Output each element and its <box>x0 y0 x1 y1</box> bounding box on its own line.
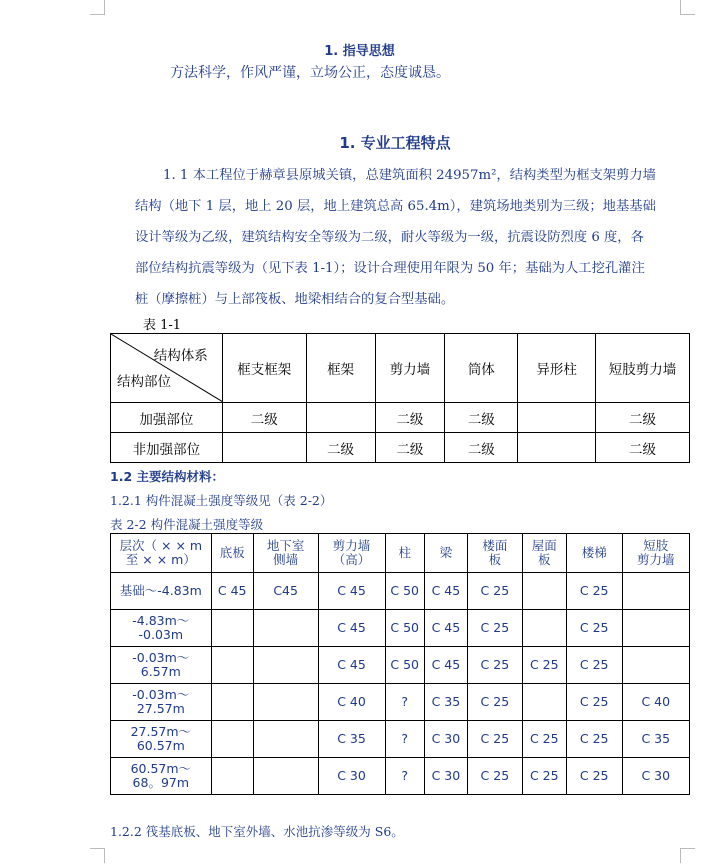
section-heading: 1. 专业工程特点 <box>339 134 451 152</box>
project-description <box>135 160 680 315</box>
table-cell <box>253 758 318 795</box>
level-cell-line: 68。97m <box>132 775 190 790</box>
seismic-grade-table <box>110 333 690 463</box>
description-line: 桩（摩擦桩）与上部筏板、地梁相结合的复合型基础。 <box>135 292 455 307</box>
guide-heading: 1. 指导思想 <box>324 44 395 59</box>
table1-header: 短肢剪力墙 <box>596 334 690 403</box>
corner-label-system: 结构体系 <box>153 348 208 364</box>
table2-header-line: 至 × × m） <box>125 552 196 567</box>
level-cell <box>111 647 212 684</box>
table1-header: 框支框架 <box>222 334 306 403</box>
table-cell: C 25 <box>566 758 622 795</box>
table-cell: C 40 <box>622 684 689 721</box>
table-cell <box>211 684 253 721</box>
table-cell <box>211 647 253 684</box>
level-cell-line: -0.03m <box>138 627 184 642</box>
level-cell-line: 27.57m <box>136 701 185 716</box>
table2-header-line: 层次（ × × m <box>119 538 203 553</box>
table2-header <box>467 534 522 573</box>
table-cell: C 25 <box>467 721 522 758</box>
table-cell <box>253 721 318 758</box>
table-cell: C 25 <box>467 758 522 795</box>
table-cell <box>222 433 306 463</box>
table-cell: C 30 <box>424 758 467 795</box>
description-line: 结构（地下 1 层，地上 20 层，地上建筑总高 65.4m），建筑场地类别为三级；地基基础 <box>135 199 656 214</box>
level-cell <box>111 610 212 647</box>
table2-header <box>424 534 467 573</box>
table-row <box>111 610 690 647</box>
table2-header-line: 楼面 <box>482 538 508 553</box>
table1-header: 异形柱 <box>518 334 596 403</box>
table-cell: C 25 <box>467 684 522 721</box>
table-cell: C 25 <box>467 647 522 684</box>
table-cell <box>211 610 253 647</box>
table-cell: C 30 <box>622 758 689 795</box>
table-cell: C 30 <box>424 721 467 758</box>
table-cell: C 25 <box>566 684 622 721</box>
level-cell-line: 27.57m～ <box>130 724 192 739</box>
table-row <box>111 403 690 433</box>
concrete-strength-table <box>110 533 690 795</box>
table-cell: C 25 <box>566 721 622 758</box>
table-cell: C 25 <box>566 610 622 647</box>
table-cell: C 25 <box>566 647 622 684</box>
table-row <box>111 647 690 684</box>
level-cell-line: 60.57m <box>136 738 185 753</box>
level-cell-line: -0.03m～ <box>132 687 190 702</box>
table-cell <box>522 610 566 647</box>
table-cell: C 30 <box>318 758 385 795</box>
row-label: 非加强部位 <box>111 433 223 463</box>
table-cell: C 25 <box>522 758 566 795</box>
table1-header: 剪力墙 <box>375 334 445 403</box>
guide-text: 方法科学，作风严谨，立场公正，态度诚恳。 <box>170 65 450 81</box>
table-cell <box>622 647 689 684</box>
table-cell: 二级 <box>306 433 375 463</box>
impermeability-note: 1.2.2 筏基底板、地下室外墙、水池抗渗等级为 S6。 <box>110 824 404 839</box>
table-cell: C 35 <box>424 684 467 721</box>
level-cell <box>111 684 212 721</box>
table2-header-line: 板 <box>488 552 502 567</box>
table2-header-line: 梁 <box>439 545 453 560</box>
table-cell <box>306 403 375 433</box>
table-cell: 二级 <box>222 403 306 433</box>
table2-header-line: 底板 <box>219 545 245 560</box>
table2-header-line: 剪力墙 <box>332 538 371 553</box>
table-cell: C 50 <box>385 610 424 647</box>
table2-header <box>622 534 689 573</box>
table-cell: ? <box>385 721 424 758</box>
table-cell: C 25 <box>566 573 622 610</box>
table-cell <box>622 573 689 610</box>
table-row <box>111 684 690 721</box>
table-cell: C 50 <box>385 573 424 610</box>
table-cell <box>253 610 318 647</box>
table-cell: ? <box>385 758 424 795</box>
table-cell: C 25 <box>522 721 566 758</box>
level-cell-line: 基础～-4.83m <box>119 583 202 598</box>
table-row <box>111 721 690 758</box>
table1-caption: 表 1-1 <box>143 318 182 333</box>
description-line: 部位结构抗震等级为（见下表 1-1）；设计合理使用年限为 50 年；基础为人工挖孔灌注 <box>135 261 645 276</box>
level-cell <box>111 758 212 795</box>
level-cell-line: 60.57m～ <box>130 761 192 776</box>
table2-header <box>566 534 622 573</box>
table2-header <box>111 534 212 573</box>
table-cell: C 35 <box>318 721 385 758</box>
table-cell: C 45 <box>318 610 385 647</box>
table2-header <box>318 534 385 573</box>
concrete-grade-note: 1.2.1 构件混凝土强度等级见（表 2-2） <box>110 493 333 508</box>
table2-header <box>253 534 318 573</box>
table-cell <box>522 573 566 610</box>
table2-header-line: 柱 <box>398 545 411 560</box>
table1-header: 筒体 <box>445 334 518 403</box>
level-cell <box>111 573 212 610</box>
table-cell: 二级 <box>445 433 518 463</box>
corner-label-part: 结构部位 <box>117 374 171 390</box>
table-cell <box>211 758 253 795</box>
table2-header-line: （高） <box>332 552 371 567</box>
table-cell: 二级 <box>375 433 445 463</box>
table-cell <box>518 403 596 433</box>
row-label: 加强部位 <box>111 403 223 433</box>
level-cell-line: -0.03m～ <box>132 650 190 665</box>
table2-header-line: 板 <box>538 552 551 567</box>
table-cell <box>211 721 253 758</box>
table-cell: C 45 <box>424 647 467 684</box>
table2-header-line: 短肢 <box>643 538 669 553</box>
table-cell: C 40 <box>318 684 385 721</box>
table-cell: C 45 <box>211 573 253 610</box>
table-cell: C 25 <box>467 610 522 647</box>
table2-header <box>211 534 253 573</box>
level-cell <box>111 721 212 758</box>
description-line: 设计等级为乙级，建筑结构安全等级为二级，耐火等级为一级，抗震设防烈度 6 度，各 <box>135 230 644 245</box>
table2-header-line: 楼梯 <box>581 545 607 560</box>
table2-header-row <box>111 534 690 573</box>
table-cell: C 25 <box>467 573 522 610</box>
table2-header-line: 屋面 <box>531 538 557 553</box>
table1-corner-cell <box>111 334 223 403</box>
materials-title: 1.2 主要结构材料： <box>110 469 224 484</box>
description-line: 1. 1 本工程位于赫章县原城关镇，总建筑面积 24957m²，结构类型为框支架剪力墙 <box>163 168 656 183</box>
table-cell: C 45 <box>318 573 385 610</box>
table-cell: C 45 <box>424 610 467 647</box>
table-cell: C 25 <box>522 647 566 684</box>
table2-header <box>522 534 566 573</box>
table-row <box>111 433 690 463</box>
table-cell: C45 <box>253 573 318 610</box>
table-cell: C 50 <box>385 647 424 684</box>
table2-header-line: 地下室 <box>266 538 305 553</box>
table-cell <box>253 647 318 684</box>
table2-header-line: 剪力墙 <box>637 552 675 567</box>
table-cell: 二级 <box>596 403 690 433</box>
table-cell: C 45 <box>424 573 467 610</box>
table-cell: 二级 <box>445 403 518 433</box>
level-cell-line: 6.57m <box>140 664 181 679</box>
table-cell: C 45 <box>318 647 385 684</box>
table-cell: C 35 <box>622 721 689 758</box>
table2-caption: 表 2-2 构件混凝土强度等级 <box>110 517 264 532</box>
table-cell: 二级 <box>375 403 445 433</box>
table2-header-line: 侧墙 <box>273 552 299 567</box>
table-row <box>111 573 690 610</box>
table-cell: ? <box>385 684 424 721</box>
table2-header <box>385 534 424 573</box>
table-cell <box>622 610 689 647</box>
table-cell: 二级 <box>596 433 690 463</box>
level-cell-line: -4.83m～ <box>132 613 190 628</box>
table-cell <box>253 684 318 721</box>
table-row <box>111 758 690 795</box>
table-cell <box>522 684 566 721</box>
table-cell <box>518 433 596 463</box>
table1-header: 框架 <box>306 334 375 403</box>
